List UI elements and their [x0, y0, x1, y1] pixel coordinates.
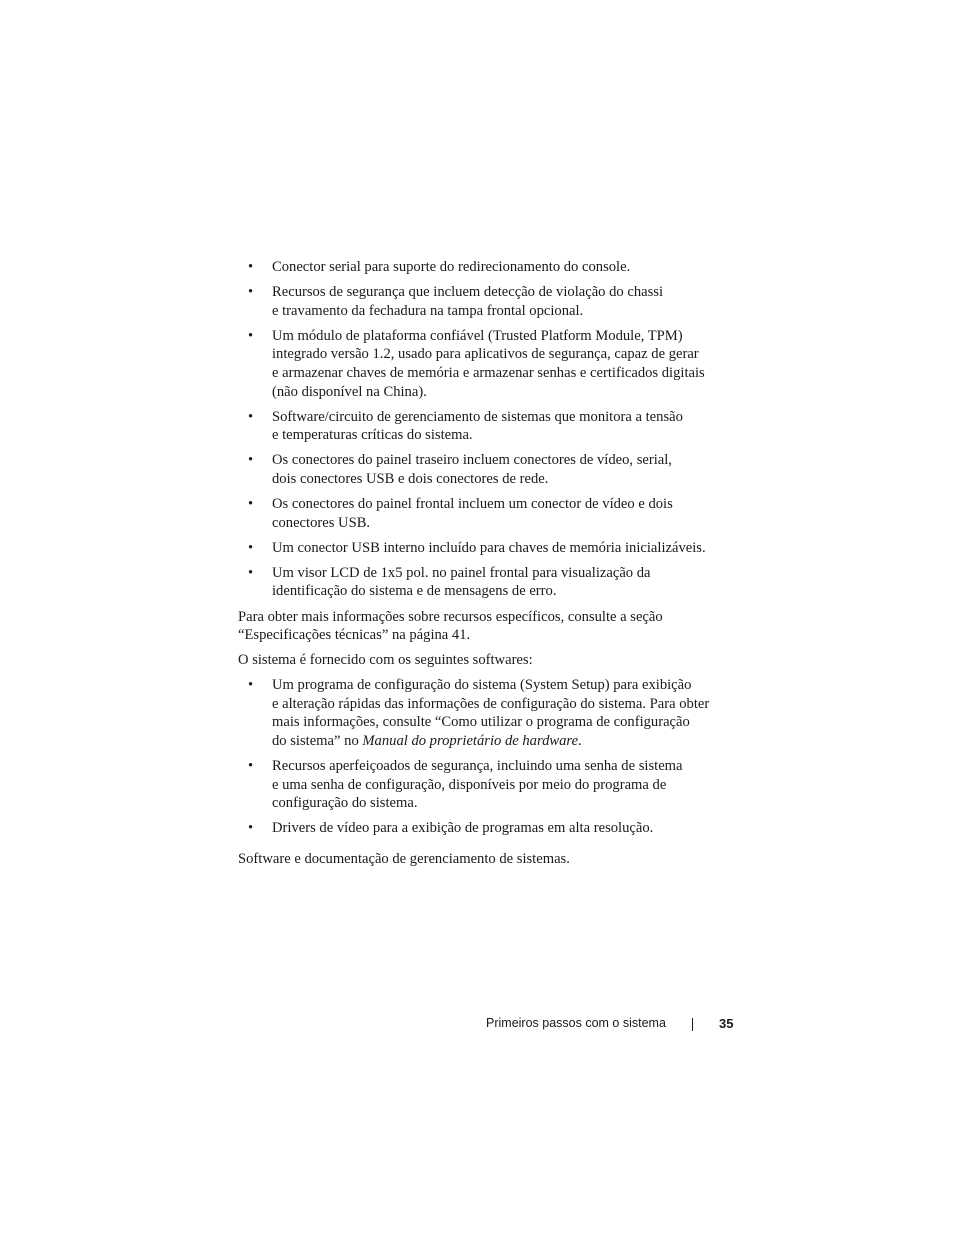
- bullet-icon: •: [248, 758, 254, 775]
- bullet-icon: •: [248, 564, 254, 581]
- feature-list: [238, 258, 738, 601]
- bullet-icon: •: [248, 452, 254, 469]
- bullet-icon: •: [248, 820, 254, 837]
- list-item: • Os conectores do painel frontal incluem um conector de vídeo e dois conectores USB.: [248, 496, 673, 531]
- bullet-icon: •: [248, 496, 254, 513]
- page-footer: [486, 1016, 736, 1034]
- list-item: • Conector serial para suporte do redirecionamento do console.: [248, 259, 631, 275]
- list-item: • Software/circuito de gerenciamento de sistemas que monitora a tensão e temperaturas críticas do sistema.: [248, 408, 683, 444]
- manual-title: Manual do proprietário de hardware: [362, 733, 579, 750]
- bullet-icon: •: [248, 259, 254, 275]
- page-number: 35: [719, 1016, 734, 1031]
- list-item: • Um conector USB interno incluído para chaves de memória inicializáveis.: [248, 539, 706, 556]
- list-item: • Um programa de configuração do sistema (System Setup) para exibição e alteração rápidas das informações de configuração do sistema. Para obter mais informações, consulte “Como utilizar o programa de configuração do sistema” no Manual do proprietário de hardware.: [248, 677, 710, 750]
- bullet-icon: •: [248, 408, 254, 425]
- list-item: • Recursos aperfeiçoados de segurança, incluindo uma senha de sistema e uma senha de configuração, disponíveis por meio do programa de configuração do sistema.: [248, 758, 683, 812]
- software-intro-paragraph: O sistema é fornecido com os seguintes softwares:: [238, 652, 533, 669]
- footer-divider: [692, 1018, 693, 1031]
- list-item: • Um visor LCD de 1x5 pol. no painel frontal para visualização da identificação do sistema e de mensagens de erro.: [248, 564, 651, 600]
- bullet-icon: •: [248, 284, 254, 301]
- footer-chapter-title: Primeiros passos com o sistema: [486, 1016, 666, 1030]
- closing-paragraph: Software e documentação de gerenciamento de sistemas.: [238, 851, 570, 868]
- list-item: • Os conectores do painel traseiro incluem conectores de vídeo, serial, dois conectores USB e dois conectores de rede.: [248, 452, 672, 487]
- page-content: [238, 258, 738, 875]
- list-item: • Recursos de segurança que incluem detecção de violação do chassi e travamento da fechadura na tampa frontal opcional.: [248, 284, 664, 319]
- software-list: [238, 676, 738, 838]
- bullet-icon: •: [248, 677, 254, 694]
- more-info-paragraph: Para obter mais informações sobre recursos específicos, consulte a seção “Especificações técnicas” na página 41.: [238, 608, 663, 644]
- list-item: • Um módulo de plataforma confiável (Trusted Platform Module, TPM) integrado versão 1.2, usado para aplicativos de segurança, capaz de gerar e armazenar chaves de memória e armazenar senhas e certificados digitais (não disponível na China).: [248, 327, 705, 400]
- list-item: • Drivers de vídeo para a exibição de programas em alta resolução.: [248, 820, 654, 837]
- bullet-icon: •: [248, 539, 254, 556]
- bullet-icon: •: [248, 327, 254, 344]
